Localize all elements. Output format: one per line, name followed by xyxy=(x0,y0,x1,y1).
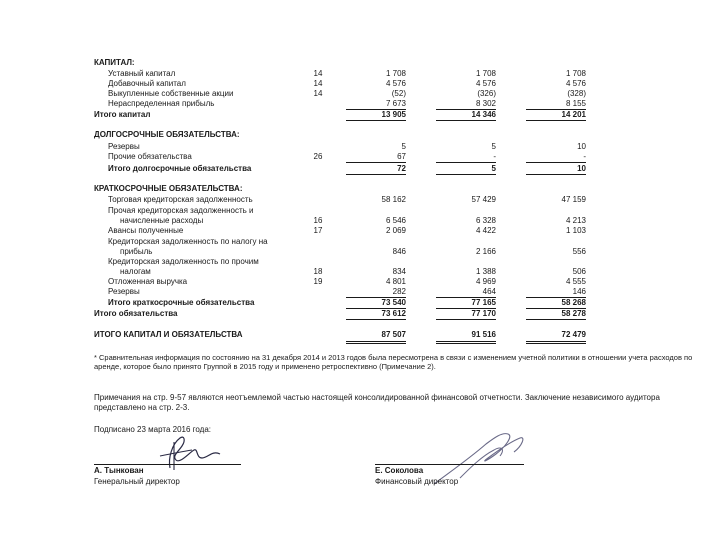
equity-header: КАПИТАЛ: xyxy=(94,58,135,67)
table-row: Кредиторская задолженность по налогу на xyxy=(108,237,268,246)
divider xyxy=(346,319,406,320)
divider xyxy=(436,120,496,121)
signatory-name: Е. Соколова xyxy=(375,466,424,475)
divider xyxy=(346,341,406,342)
signatory-name: А. Тынкован xyxy=(94,466,144,475)
table-row: Уставный капитал 14 1 708 1 708 1 708 xyxy=(108,69,586,78)
divider xyxy=(346,343,406,344)
divider xyxy=(436,341,496,342)
signed-date: Подписано 23 марта 2016 года: xyxy=(94,425,211,434)
table-row: Авансы полученные 17 2 069 4 422 1 103 xyxy=(108,226,586,235)
divider xyxy=(526,120,586,121)
divider xyxy=(346,120,406,121)
table-row: Кредиторская задолженность по прочим xyxy=(108,257,259,266)
divider xyxy=(346,162,406,163)
table-row: начисленные расходы 16 6 546 6 328 4 213 xyxy=(120,216,586,225)
divider xyxy=(346,174,406,175)
table-row: Отложенная выручка 19 4 801 4 969 4 555 xyxy=(108,277,586,286)
table-row: налогам 18 834 1 388 506 xyxy=(120,267,586,276)
total-row: Итого обязательства 73 612 77 170 58 278 xyxy=(94,309,586,318)
divider xyxy=(526,343,586,344)
divider xyxy=(436,162,496,163)
signature-tynkovan xyxy=(150,432,230,472)
signature-line xyxy=(375,464,524,465)
table-row: Прочие обязательства 26 67 - - xyxy=(108,152,586,161)
signature-line xyxy=(94,464,241,465)
table-row: Добавочный капитал 14 4 576 4 576 4 576 xyxy=(108,79,586,88)
table-row: Нераспределенная прибыль 7 673 8 302 8 155 xyxy=(108,99,586,108)
divider xyxy=(436,174,496,175)
section-header-longterm: ДОЛГОСРОЧНЫЕ ОБЯЗАТЕЛЬСТВА: xyxy=(94,130,240,139)
table-row: Резервы 282 464 146 xyxy=(108,287,586,296)
section-header-shortterm: КРАТКОСРОЧНЫЕ ОБЯЗАТЕЛЬСТВА: xyxy=(94,184,243,193)
signatory-title: Финансовый директор xyxy=(375,477,459,486)
total-row: Итого краткосрочные обязательства 73 540 77 165 58 268 xyxy=(108,298,586,307)
table-row: Торговая кредиторская задолженность 58 162 57 429 47 159 xyxy=(108,195,586,204)
table-row: Выкупленные собственные акции 14 (52) (326) (328) xyxy=(108,89,586,98)
divider xyxy=(526,341,586,342)
table-row: Резервы 5 5 10 xyxy=(108,142,586,151)
section-header-equity xyxy=(0,58,720,68)
table-row: Прочая кредиторская задолженность и xyxy=(108,206,254,215)
total-row: Итого капитал 13 905 14 346 14 201 xyxy=(94,110,586,119)
notes-reference: Примечания на стр. 9-57 являются неотъемлемой частью настоящей консолидированной финансовой отчетности. Заключение независимого аудитора представлено на стр. 2-3. xyxy=(94,393,660,412)
total-row: Итого долгосрочные обязательства 72 5 10 xyxy=(108,164,586,173)
table-row: прибыль 846 2 166 556 xyxy=(120,247,586,256)
footnote: * Сравнительная информация по состоянию на 31 декабря 2014 и 2013 годов была пересмотрена в связи с изменением учетной политики в отношении учета расходов по аренде, которое было принято Группой в 2015 году и применено ретроспективно (Примечание 2). xyxy=(94,353,693,371)
divider xyxy=(436,319,496,320)
signatory-title: Генеральный директор xyxy=(94,477,180,486)
grand-total-row: ИТОГО КАПИТАЛ И ОБЯЗАТЕЛЬСТВА 87 507 91 516 72 479 xyxy=(94,330,586,339)
divider xyxy=(526,162,586,163)
divider xyxy=(436,343,496,344)
divider xyxy=(526,174,586,175)
divider xyxy=(526,319,586,320)
